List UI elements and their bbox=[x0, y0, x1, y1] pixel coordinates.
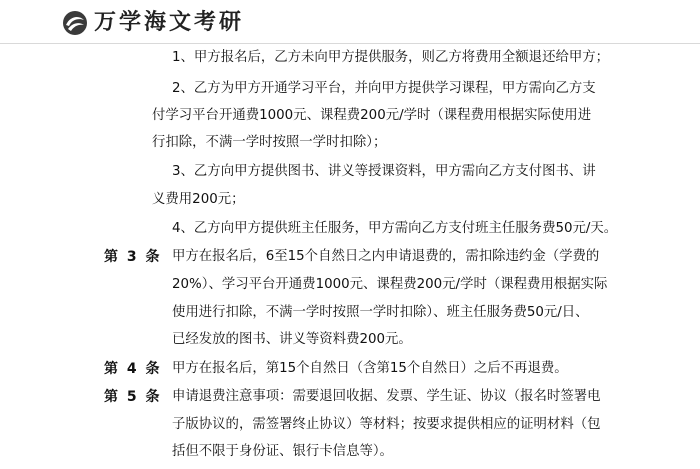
article-5-line-1: 申请退费注意事项：需要退回收据、发票、学生证、协议（报名时签署电 bbox=[172, 389, 601, 404]
wanxue-logo-icon bbox=[62, 10, 88, 36]
article-3-line-3: 使用进行扣除，不满一学时按照一学时扣除）、班主任服务费50元/日、 bbox=[172, 305, 589, 320]
clause-3-line-2: 义费用200元； bbox=[152, 192, 245, 207]
clause-2-line-2: 付学习平台开通费1000元、课程费200元/学时（课程费用根据实际使用进 bbox=[152, 108, 592, 123]
header-divider bbox=[0, 43, 700, 44]
clause-1-line-1: 1、甲方报名后，乙方未向甲方提供服务，则乙方将费用全额退还给甲方； bbox=[172, 50, 610, 65]
article-3-label: 第 3 条 bbox=[104, 249, 162, 265]
clause-2-line-3: 行扣除，不满一学时按照一学时扣除）； bbox=[152, 135, 387, 150]
clause-2-line-1: 2、乙方为甲方开通学习平台，并向甲方提供学习课程，甲方需向乙方支 bbox=[172, 81, 596, 96]
article-3-line-1: 甲方在报名后，6至15个自然日之内申请退费的，需扣除违约金（学费的 bbox=[172, 249, 600, 264]
article-5-line-2: 子版协议的，需签署终止协议）等材料；按要求提供相应的证明材料（包 bbox=[172, 417, 601, 432]
article-3-line-4: 已经发放的图书、讲义等资料费200元。 bbox=[172, 332, 412, 347]
clause-3-line-1: 3、乙方向甲方提供图书、讲义等授课资料，甲方需向乙方支付图书、讲 bbox=[172, 164, 596, 179]
article-3-line-2: 20%）、学习平台开通费1000元、课程费200元/学时（课程费用根据实际 bbox=[172, 277, 608, 292]
brand-name: 万学海文考研 bbox=[94, 10, 245, 35]
article-5-label: 第 5 条 bbox=[104, 389, 162, 405]
article-4-line-1: 甲方在报名后，第15个自然日（含第15个自然日）之后不再退费。 bbox=[172, 361, 568, 376]
article-5-line-3: 括但不限于身份证、银行卡信息等）。 bbox=[172, 444, 393, 459]
clause-4-line-1: 4、乙方向甲方提供班主任服务，甲方需向乙方支付班主任服务费50元/天。 bbox=[172, 221, 618, 236]
document-header bbox=[0, 0, 700, 46]
article-4-label: 第 4 条 bbox=[104, 361, 162, 377]
